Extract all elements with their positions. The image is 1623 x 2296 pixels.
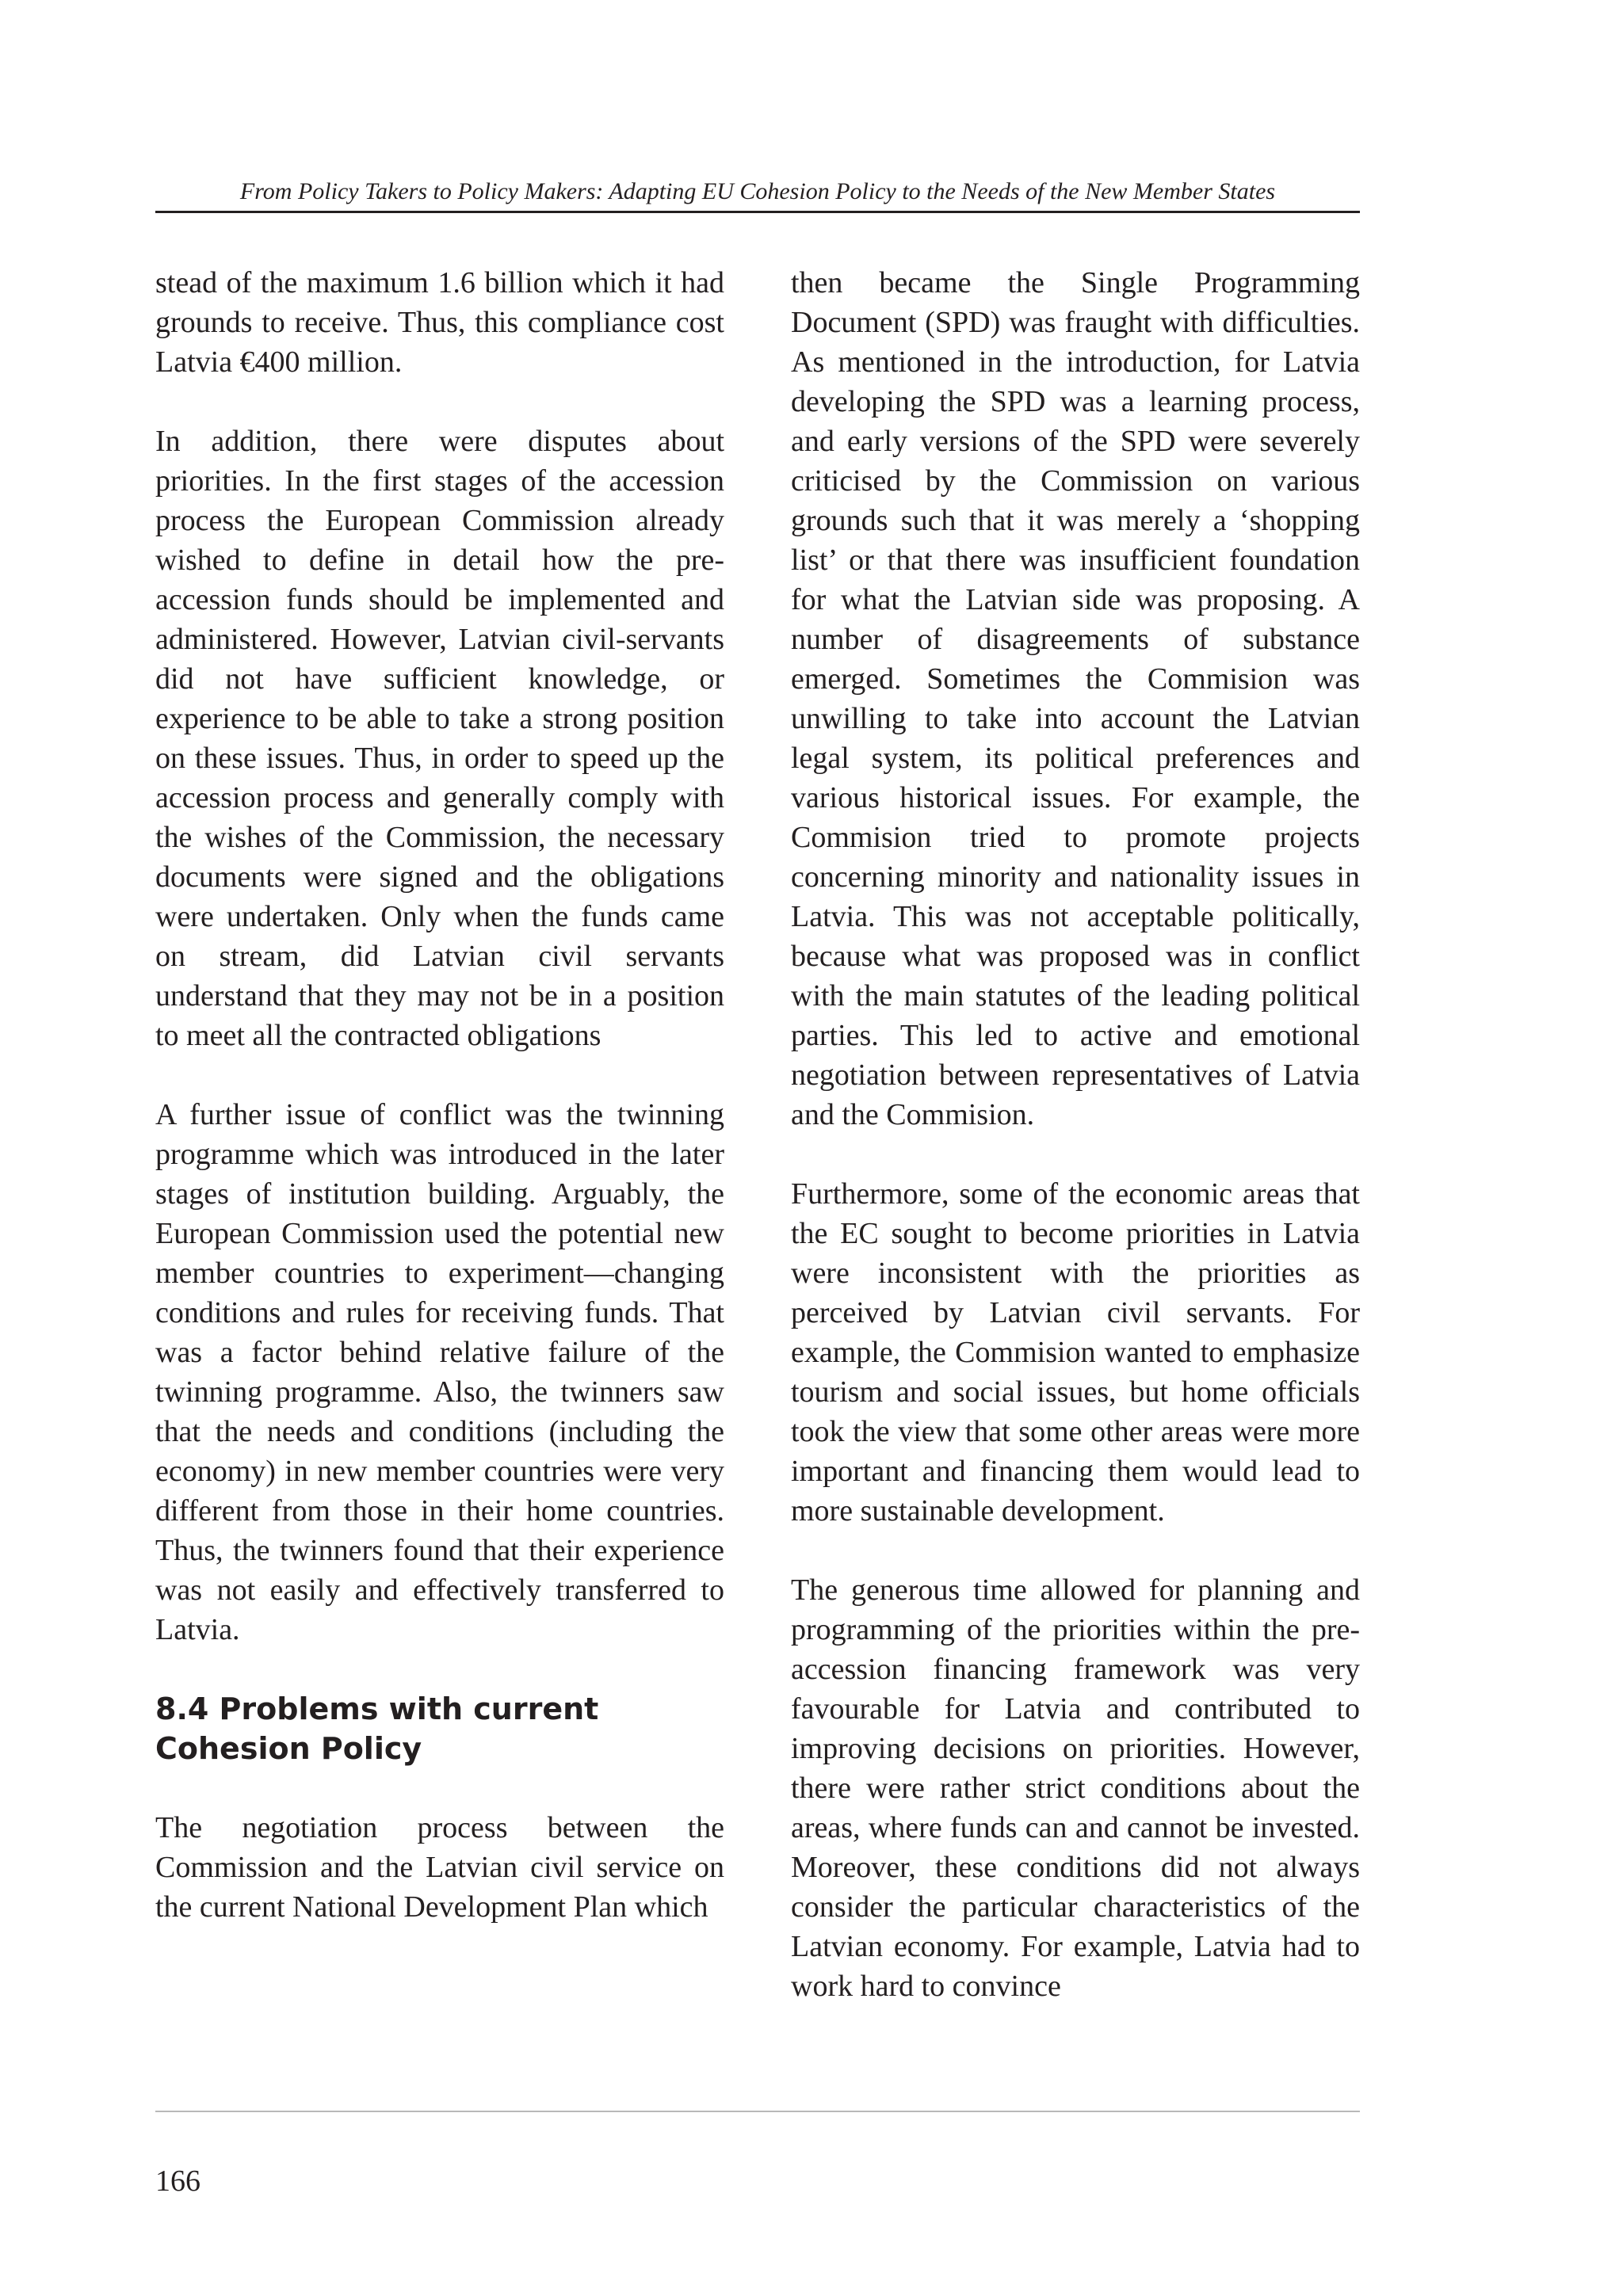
right-paragraph-1: then became the Single Programming Document (SPD) was fraught with difficulties. As mentioned in the introduction, for Latvia developing the SPD was a learning process, and early versions of the SPD were severely criticised by the Commission on various grounds such that it was merely a ‘shopping list’ or that there was insufficient foundation for what the Latvian side was proposing. A number of disagreements of substance emerged. Sometimes the Commision was unwilling to take into account the Latvian legal system, its political preferences and various historical issues. For example, the Commision tried to promote projects concerning minority and nationality issues in Latvia. This was not acceptable politically, because what was proposed was in conflict with the main statutes of the leading political parties. This led to active and emotional negotiation between representatives of Latvia and the Commision. — [791, 266, 1360, 1131]
section-heading: 8.4 Problems with current Cohesion Policy — [155, 1691, 599, 1766]
footer-divider — [155, 2111, 1360, 2112]
left-paragraph-4: The negotiation process between the Commission and the Latvian civil service on the current National Development Plan which — [155, 1811, 724, 1924]
page-number: 166 — [155, 2164, 200, 2198]
running-header: From Policy Takers to Policy Makers: Adapting EU Cohesion Policy to the Needs of the New Member States — [239, 178, 1276, 204]
left-paragraph-3: A further issue of conflict was the twinning programme which was introduced in the later stages of institution building. Arguably, the European Commission used the potential new member countries to experiment—changing conditions and rules for receiving funds. That was a factor behind relative failure of the twinning programme. Also, the twinners saw that the needs and conditions (including the economy) in new member countries were very different from those in their home countries. Thus, the twinners found that their experience was not easily and effectively transferred to Latvia. — [155, 1098, 724, 1646]
left-paragraph-1: stead of the maximum 1.6 billion which it had grounds to receive. Thus, this compliance cost Latvia €400 million. — [155, 266, 724, 379]
header-divider — [155, 211, 1360, 213]
left-paragraph-2: In addition, there were disputes about priorities. In the first stages of the accession process the European Commission already wished to define in detail how the pre-accession funds should be implemented and administered. However, Latvian civil-servants did not have sufficient knowledge, or experience to be able to take a strong position on these issues. Thus, in order to speed up the accession process and generally comply with the wishes of the Commission, the necessary documents were signed and the obligations were undertaken. Only when the funds came on stream, did Latvian civil servants understand that they may not be in a position to meet all the contracted obligations — [155, 425, 724, 1052]
right-paragraph-3: The generous time allowed for planning and programming of the priorities within the pre-accession financing framework was very favourable for Latvia and contributed to improving decisions on priorities. However, there were rather strict conditions about the areas, where funds can and cannot be invested. Moreover, these conditions did not always consider the particular characteristics of the Latvian economy. For example, Latvia had to work hard to convince — [791, 1573, 1360, 2003]
right-column — [791, 263, 1360, 2006]
right-paragraph-2: Furthermore, some of the economic areas that the EC sought to become priorities in Latvia were inconsistent with the priorities as perceived by Latvian civil servants. For example, the Commision wanted to emphasize tourism and social issues, but home officials took the view that some other areas were more important and financing them would lead to more sustainable development. — [791, 1177, 1360, 1527]
left-column — [155, 263, 724, 1927]
